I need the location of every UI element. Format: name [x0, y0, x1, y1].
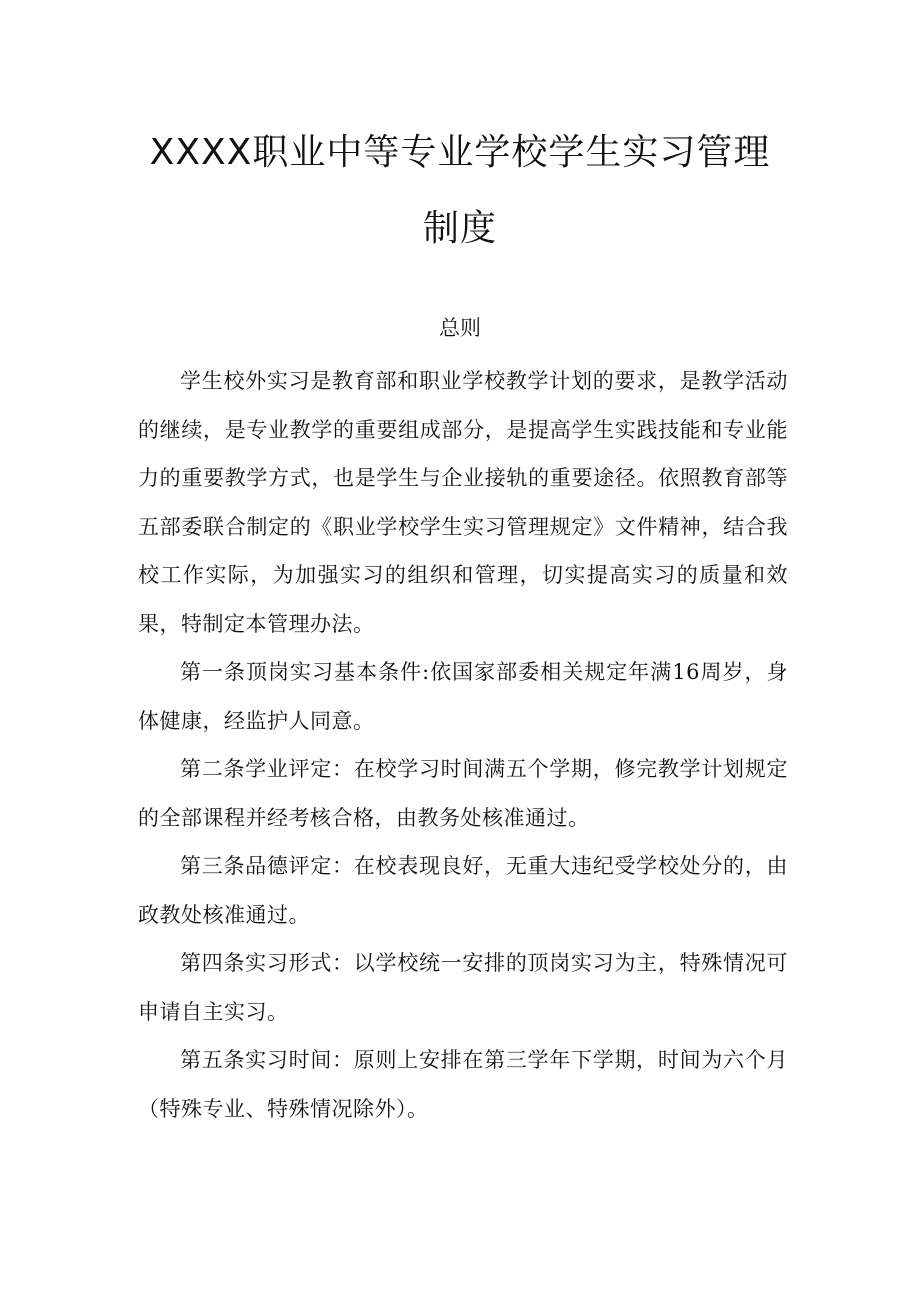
- document-title-line-1: XXXX职业中等专业学校学生实习管理: [149, 132, 771, 173]
- paragraph-article-4: 第四条实习形式：以学校统一安排的顶岗实习为主，特殊情况可申请自主实习。: [138, 951, 788, 1024]
- paragraph-article-3: 第三条品德评定：在校表现良好，无重大违纪受学校处分的，由政教处核准通过。: [138, 854, 788, 927]
- section-heading: 总则: [439, 316, 481, 340]
- paragraph-article-5: 第五条实习时间：原则上安排在第三学年下学期，时间为六个月（特殊专业、特殊情况除外）。: [138, 1048, 788, 1121]
- paragraph-article-1: 第一条顶岗实习基本条件:依国家部委相关规定年满16周岁，身体健康，经监护人同意。: [138, 660, 788, 733]
- paragraph-article-2: 第二条学业评定：在校学习时间满五个学期，修完教学计划规定的全部课程并经考核合格，由教务处核准通过。: [138, 757, 788, 830]
- paragraph-intro: 学生校外实习是教育部和职业学校教学计划的要求，是教学活动的继续，是专业教学的重要组成部分，是提高学生实践技能和专业能力的重要教学方式，也是学生与企业接轨的重要途径。依照教育部等五部委联合制定的《职业学校学生实习管理规定》文件精神，结合我校工作实际，为加强实习的组织和管理，切实提高实习的质量和效果，特制定本管理办法。: [138, 369, 788, 636]
- document-title-line-2: 制度: [422, 208, 497, 249]
- document-body: [138, 357, 788, 1133]
